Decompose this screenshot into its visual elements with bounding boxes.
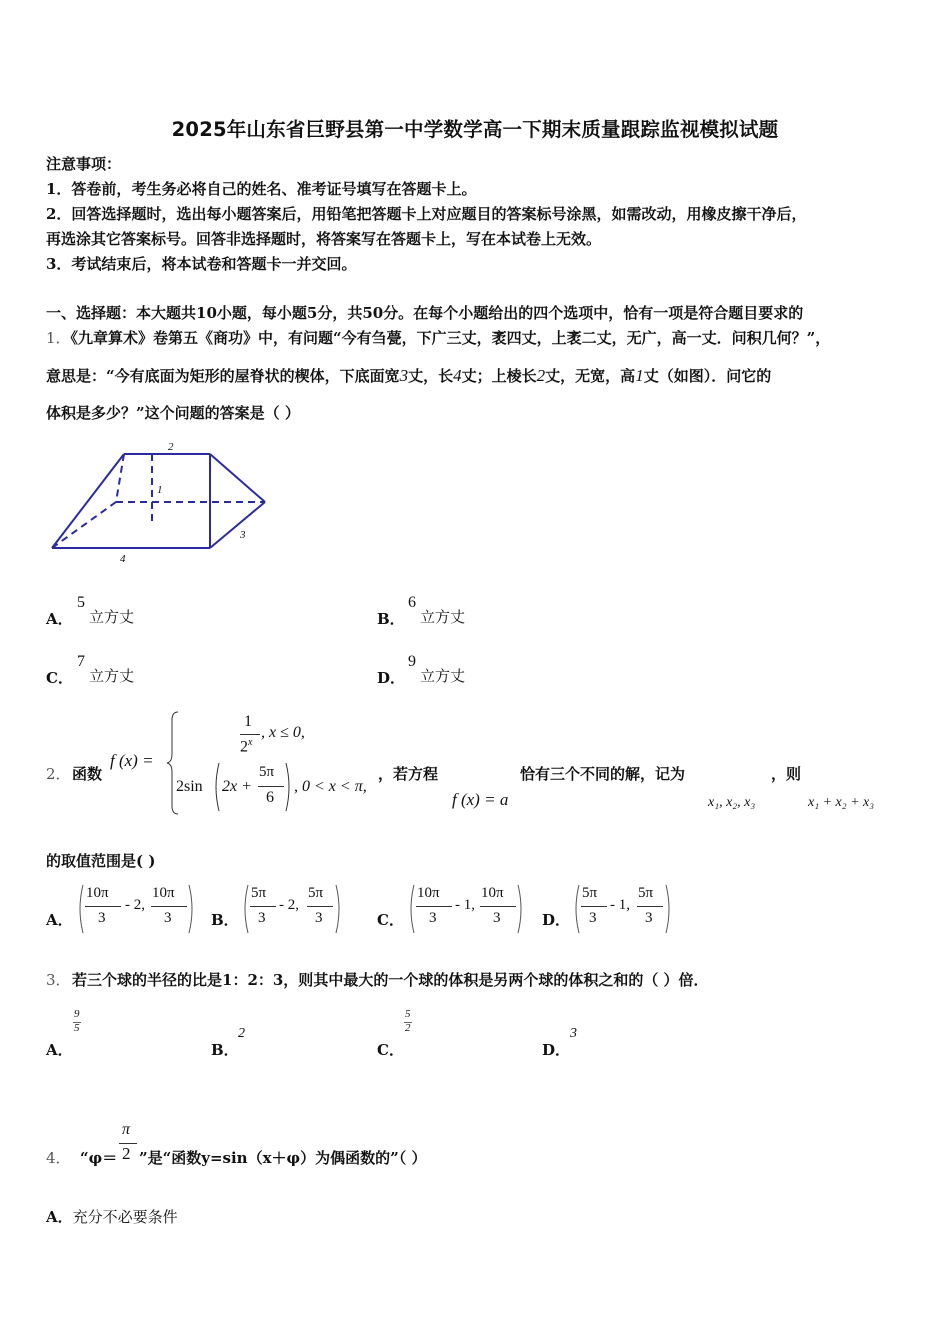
question-1-line-3: 体积是多少？”这个问题的答案是（ ） [46, 404, 300, 422]
notice-item: 2．回答选择题时，选出每小题答案后，用铅笔把答题卡上对应题目的答案标号涂黑，如需改动，用橡皮擦干净后， [46, 205, 807, 223]
case1-condition: , x ≤ 0, [261, 724, 305, 741]
option-c[interactable]: C． 10π 3 - 1, 10π 3 [377, 880, 537, 936]
question-3-text: 若三个球的半径的比是1：2：3，则其中最大的一个球的体积是另两个球的体积之和的（ ）倍． [72, 971, 709, 989]
case2-frac-num: 5π [259, 764, 275, 780]
question-1-text [46, 327, 830, 348]
label-length: 4 [120, 553, 126, 565]
case2-condition: , 0 < x < π, [294, 778, 367, 795]
pi-denominator: 2 [122, 1144, 131, 1163]
question-number: 4． [46, 1149, 71, 1167]
question-4-text: “φ＝ [80, 1149, 118, 1167]
question-number: 3． [46, 971, 71, 989]
question-4-text: ”是“函数y=sin（x＋φ）为偶函数的”（ ） [139, 1149, 427, 1167]
question-1-line-2: 意思是：“今有底面为矩形的屋脊状的楔体，下底面宽3丈，长4丈；上棱长2丈，无宽，高1丈（如图）．问它的 [46, 366, 772, 385]
option-d[interactable]: D． 3 [542, 1026, 577, 1059]
equation: f (x) = a [452, 790, 509, 809]
roots-sum: x₁ + x₂ + x₃ [808, 795, 875, 810]
case2-sin: 2sin [176, 778, 203, 795]
option-a[interactable]: A． 9 5 [46, 1008, 80, 1059]
value-3: 3 [399, 366, 409, 385]
question-number: 2． [46, 765, 71, 783]
value-2: 2 [536, 366, 546, 385]
question-2-line-2: 的取值范围是( ) [46, 852, 156, 870]
fraction-bar [258, 786, 284, 787]
section-heading: 一、选择题：本大题共10小题，每小题5分，共50分。在每个小题给出的四个选项中，恰有一项是符合题目要求的 [46, 304, 804, 322]
paren-left [212, 762, 220, 812]
function-name: f (x) = [110, 751, 154, 770]
hidden-edge [116, 454, 124, 502]
edge [210, 502, 265, 548]
case2-arg: 2x + [222, 778, 252, 795]
hidden-edge [52, 502, 116, 548]
edge [210, 454, 265, 502]
notice-item: 再选涂其它答案标号。回答非选择题时，将答案写在答题卡上，写在本试卷上无效。 [46, 230, 602, 248]
case1-numerator: 1 [244, 713, 252, 730]
pi-numerator: π [122, 1121, 131, 1138]
notice-item: 1．答卷前，考生务必将自己的姓名、准考证号填写在答题卡上。 [46, 180, 477, 198]
label-width: 3 [240, 529, 246, 541]
edge [52, 454, 124, 548]
roots: x₁, x₂, x₃ [708, 795, 756, 810]
page-title: 2025年山东省巨野县第一中学数学高一下期末质量跟踪监视模拟试题 [171, 118, 779, 141]
paren-right [285, 762, 293, 812]
notice-heading: 注意事项： [46, 155, 122, 173]
option-b[interactable]: B． 5π 3 - 2, 5π 3 [211, 880, 351, 936]
fraction-bar [240, 734, 260, 735]
value-1: 1 [635, 366, 644, 385]
label-height: 1 [157, 484, 163, 496]
option-a[interactable]: A．充分不必要条件 [46, 1208, 178, 1226]
case2-frac-den: 6 [266, 789, 274, 806]
question-2-text: 函数 [72, 765, 103, 783]
question-2-text: ，则 [771, 765, 802, 783]
label-top: 2 [168, 441, 174, 453]
value-4: 4 [453, 366, 462, 385]
question-2-text: ，若方程 [378, 765, 439, 783]
case1-denominator: 2$^x$ [240, 737, 253, 756]
option-b[interactable]: B． 2 [211, 1026, 245, 1059]
question-2-text: 恰有三个不同的解，记为 [520, 765, 686, 783]
notice-item: 3．考试结束后，将本试卷和答题卡一并交回。 [46, 255, 357, 273]
question-number: 1． [46, 329, 71, 347]
wedge-figure [40, 432, 280, 567]
option-c[interactable]: C． 5 2 [377, 1008, 411, 1059]
question-1-line: 《九章算术》卷第五《商功》中，有问题“今有刍甍，下广三丈，袤四丈，上袤二丈，无广，高一丈．问积几何？”， [70, 329, 831, 347]
brace [166, 710, 180, 816]
option-a[interactable]: A． 10π 3 - 2, 10π 3 [46, 880, 216, 936]
option-d[interactable]: D． 5π 3 - 1, 5π 3 [542, 880, 682, 936]
